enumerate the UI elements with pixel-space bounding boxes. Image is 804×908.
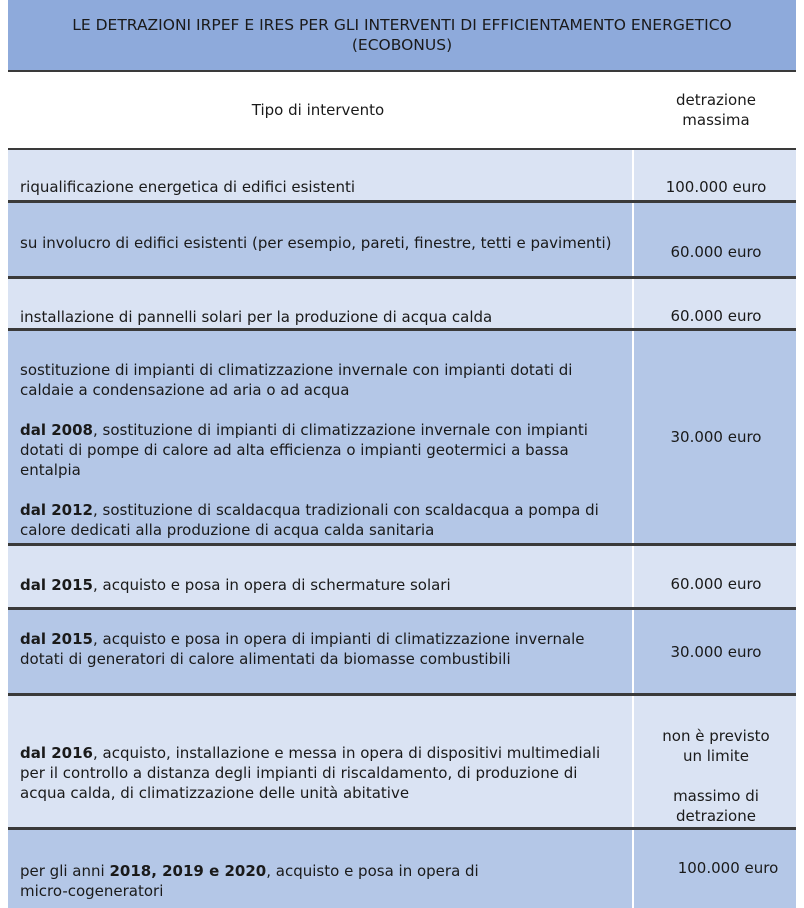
row-amount: 30.000 euro	[670, 642, 762, 661]
row-amount: 60.000 euro	[670, 574, 762, 593]
year-label: dal 2015	[20, 630, 93, 648]
column-divider	[632, 830, 634, 908]
title-line-1: LE DETRAZIONI IRPEF E IRES PER GLI INTERVENTI DI EFFICIENTAMENTO ENERGETICO	[72, 16, 732, 34]
column-divider	[632, 546, 634, 607]
no-limit-line-1: non è previsto	[662, 727, 770, 745]
row-amount: 60.000 euro	[670, 242, 762, 261]
table-row	[8, 279, 796, 331]
year-label: dal 2012	[20, 501, 93, 519]
no-limit-line-4: detrazione	[676, 807, 756, 825]
table-title	[8, 0, 796, 72]
row-amount: 100.000 euro	[677, 859, 779, 877]
column-divider	[632, 610, 634, 693]
row-text	[20, 629, 626, 669]
table-header	[8, 72, 796, 151]
row-amount: 30.000 euro	[670, 428, 762, 446]
row-description	[8, 203, 628, 276]
row-text: su involucro di edifici esistenti (per esempio, pareti, finestre, tetti e pavimenti)	[20, 234, 612, 252]
header-max-deduction-line-2: massima	[682, 111, 750, 129]
year-label: dal 2015	[20, 576, 93, 594]
row-text-prefix: per gli anni	[20, 862, 110, 880]
column-divider	[632, 203, 634, 276]
row-text	[20, 575, 626, 595]
year-label: dal 2016	[20, 744, 93, 762]
row-text-rest: , acquisto e posa in opera di schermature solari	[92, 576, 451, 594]
row-paragraph: sostituzione di impianti di climatizzazione invernale con impianti dotati di caldaie a condensazione ad aria o ad acqua	[20, 361, 573, 399]
row-description	[8, 546, 628, 607]
column-divider	[632, 150, 634, 200]
row-text: riqualificazione energetica di edifici esistenti	[20, 178, 356, 196]
header-max-deduction	[636, 72, 796, 148]
column-divider	[632, 696, 634, 827]
header-max-deduction-line-1: detrazione	[676, 91, 756, 109]
row-description	[8, 150, 628, 200]
header-type: Tipo di intervento	[251, 101, 385, 119]
table-row	[8, 331, 796, 546]
no-limit-line-2: un limite	[682, 747, 749, 765]
year-label: dal 2008	[20, 421, 93, 439]
row-description	[8, 279, 628, 328]
row-text-rest: , acquisto, installazione e messa in opera di dispositivi multimediali per il controllo a distanza degli impianti di riscaldamento, di produzione di acqua calda, di climatizzazione delle unità abitative	[20, 744, 601, 802]
no-limit-note-2	[636, 786, 796, 826]
no-limit-line-3: massimo di	[673, 787, 759, 805]
row-text	[20, 743, 626, 803]
row-description	[8, 696, 628, 827]
table-row	[8, 203, 796, 279]
row-text: installazione di pannelli solari per la produzione di acqua calda	[20, 308, 493, 326]
row-paragraph-text: , sostituzione di scaldacqua tradizionali con scaldacqua a pompa di calore dedicati alla produzione di acqua calda sanitaria	[20, 501, 599, 539]
row-description	[8, 830, 628, 908]
row-text	[20, 861, 520, 901]
column-divider	[632, 331, 634, 543]
row-amount: 100.000 euro	[665, 178, 767, 196]
table-row	[8, 830, 796, 908]
no-limit-note	[636, 726, 796, 766]
row-description	[8, 610, 628, 693]
table-row	[8, 696, 796, 830]
row-paragraph	[20, 500, 626, 540]
row-description	[8, 331, 628, 543]
table-row	[8, 610, 796, 696]
row-paragraph	[20, 420, 626, 480]
table-row	[8, 150, 796, 203]
row-text-rest: , acquisto e posa in opera di micro-cogeneratori	[20, 862, 479, 900]
row-text-rest: , acquisto e posa in opera di impianti di climatizzazione invernale dotati di generatori di calore alimentati da biomasse combustibili	[20, 630, 585, 668]
column-divider	[632, 279, 634, 328]
row-amount: 60.000 euro	[670, 306, 762, 325]
table-row	[8, 546, 796, 610]
row-paragraph-text: , sostituzione di impianti di climatizzazione invernale con impianti dotati di pompe di calore ad alta efficienza o impianti geotermici a bassa entalpia	[20, 421, 588, 479]
year-label: 2018, 2019 e 2020	[109, 862, 267, 880]
title-line-2: (ECOBONUS)	[351, 36, 453, 54]
